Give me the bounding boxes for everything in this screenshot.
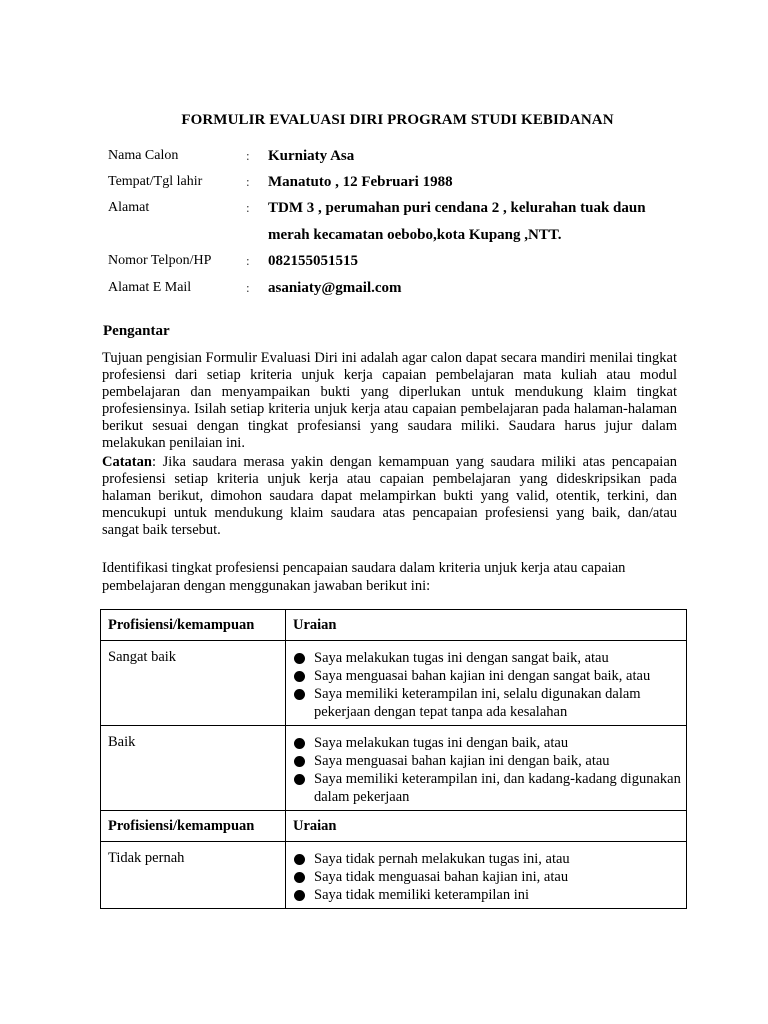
list-item [293,734,686,752]
list-item [293,886,686,904]
bullet-icon [294,738,305,749]
list-item [293,850,686,868]
identity-section [0,0,768,310]
list-item-text: Saya melakukan tugas ini dengan baik, atau [314,735,569,751]
table-row [101,726,687,811]
proficiency-description [286,842,687,909]
table-header-description: Uraian [286,811,687,842]
list-item-text: Saya memiliki keterampilan ini, selalu digunakan dalam pekerjaan dengan tepat tanpa ada kesalahan [314,686,641,720]
proficiency-level: Baik [101,726,286,811]
list-item [293,649,686,667]
table-header-proficiency: Profisiensi/kemampuan [101,811,286,842]
list-item [293,770,686,806]
identity-separator: : [246,253,250,268]
identity-value: Manatuto , 12 Februari 1988 [268,174,453,190]
table-row [101,842,687,909]
table-row [101,641,687,726]
note-paragraph [102,454,677,539]
proficiency-level: Sangat baik [101,641,286,726]
bullet-icon [294,689,305,700]
table-header-row [101,811,687,842]
list-item [293,868,686,886]
identity-label: Alamat E Mail [108,280,192,295]
proficiency-table [100,609,687,909]
identity-value: Kurniaty Asa [268,148,355,164]
list-item-text: Saya tidak pernah melakukan tugas ini, atau [314,851,570,867]
note-label: Catatan [102,454,152,470]
bullet-icon [294,671,305,682]
description-list [293,734,686,806]
identity-value: TDM 3 , perumahan puri cendana 2 , kelurahan tuak daun [268,200,646,216]
identity-separator: : [246,200,250,215]
identity-value: asaniaty@gmail.com [268,280,402,296]
identity-separator: : [246,280,250,295]
description-list [293,649,686,721]
page-title: FORMULIR EVALUASI DIRI PROGRAM STUDI KEBIDANAN [181,112,614,128]
identity-label: Alamat [108,200,150,215]
identity-value-line2: merah kecamatan oebobo,kota Kupang ,NTT. [268,227,562,243]
bullet-icon [294,756,305,767]
list-item [293,685,686,721]
identification-paragraph: Identifikasi tingkat profesiensi pencapaian saudara dalam kriteria unjuk kerja atau capaian pembelajaran dengan menggunakan jawaban berikut ini: [102,560,626,594]
list-item-text: Saya menguasai bahan kajian ini dengan sangat baik, atau [314,668,651,684]
identity-value: 082155051515 [268,253,358,269]
bullet-icon [294,774,305,785]
list-item [293,667,686,685]
identity-separator: : [246,174,250,189]
table-header-description: Uraian [286,610,687,641]
section-heading-intro: Pengantar [103,323,170,339]
table-header-proficiency: Profisiensi/kemampuan [101,610,286,641]
table-header-row [101,610,687,641]
proficiency-level: Tidak pernah [101,842,286,909]
list-item-text: Saya tidak menguasai bahan kajian ini, atau [314,869,569,885]
list-item-text: Saya memiliki keterampilan ini, dan kadang-kadang digunakan dalam pekerjaan [314,771,681,805]
identity-label: Nama Calon [108,148,179,163]
intro-paragraph: Tujuan pengisian Formulir Evaluasi Diri ini adalah agar calon dapat secara mandiri menilai tingkat profesiensi dari setiap kriteria unjuk kerja capaian pembelajaran mata kuliah atau modul pembelajaran dan menyampaikan bukti yang diperlukan untuk mendukung klaim tingkat profesiensinya. Isilah setiap kriteria unjuk kerja atau capaian pembelajaran pada halaman-halaman berikut sesuai dengan tingkat profesiansi yang saudara miliki. Saudara harus jujur dalam melakukan penilaian ini. [102,350,677,451]
identity-separator: : [246,148,250,163]
identity-label: Tempat/Tgl lahir [108,174,203,189]
bullet-icon [294,854,305,865]
bullet-icon [294,653,305,664]
list-item-text: Saya menguasai bahan kajian ini dengan baik, atau [314,753,610,769]
bullet-icon [294,872,305,883]
list-item [293,752,686,770]
proficiency-description [286,641,687,726]
description-list [293,850,686,904]
identity-label: Nomor Telpon/HP [108,253,212,268]
bullet-icon [294,890,305,901]
note-text: : Jika saudara merasa yakin dengan kemampuan yang saudara miliki atas pencapaian profesiensi setiap kriteria unjuk kerja atau capaian pembelajaran yang dideskripsikan pada halaman berikut, dimohon saudara dapat melampirkan bukti yang valid, otentik, terkini, dan mencukupi untuk mendukung klaim saudara atas pencapaian profesiensi yang baik, dan/atau sangat baik tersebut. [102,454,677,538]
proficiency-description [286,726,687,811]
list-item-text: Saya tidak memiliki keterampilan ini [314,887,530,903]
list-item-text: Saya melakukan tugas ini dengan sangat baik, atau [314,650,609,666]
